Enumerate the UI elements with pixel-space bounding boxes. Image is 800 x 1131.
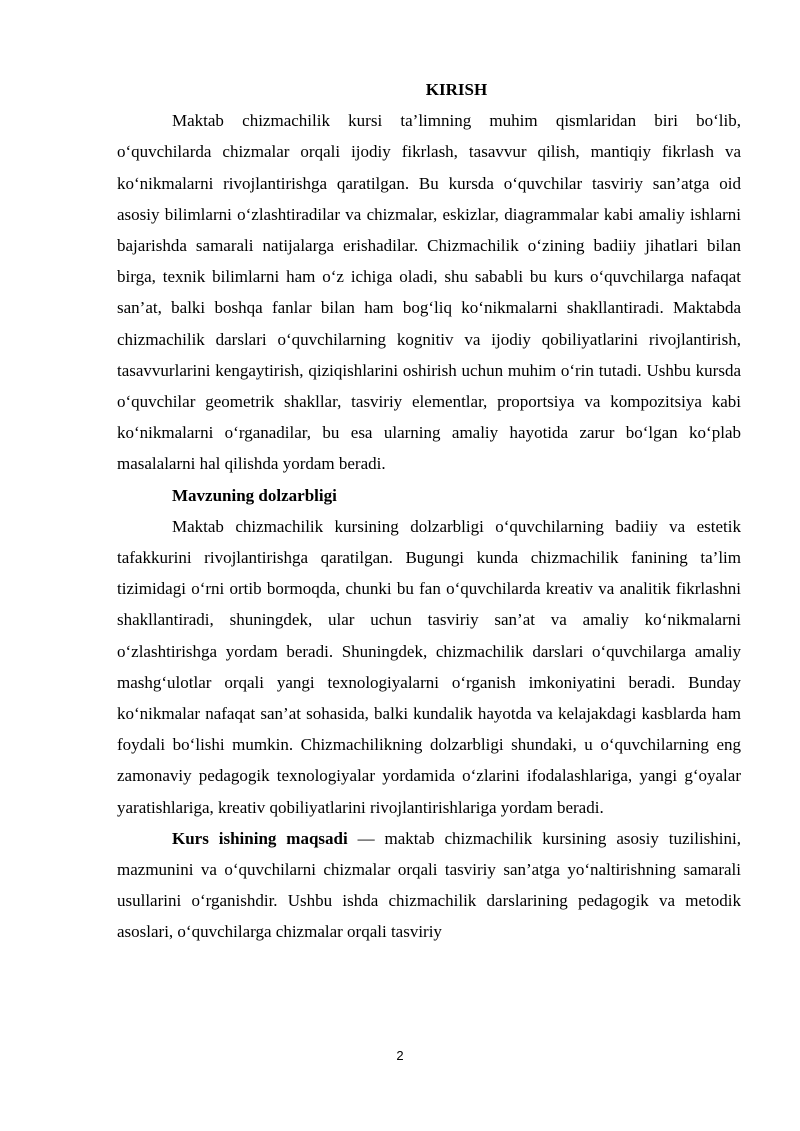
document-title: KIRISH (425, 80, 488, 99)
document-page (117, 74, 741, 948)
page-number: 2 (396, 1048, 404, 1063)
intro-paragraph: Maktab chizmachilik kursi ta’limning muhim qismlaridan biri bo‘lib, o‘quvchilarda chizmalar orqali ijodiy fikrlash, tasavvur qilish, mantiqiy fikrlash va ko‘nikmalarni rivojlantirishga qaratilgan. Bu kursda o‘quvchilar tasviriy san’atga oid asosiy bilimlarni o‘zlashtiradilar va chizmalar, eskizlar, diagrammalar kabi amaliy ishlarni bajarishda samarali natijalarga erishadilar. Chizmachilik o‘zining badiiy jihatlari bilan birga, texnik bilimlarni ham o‘z ichiga oladi, shu sababli bu kurs o‘quvchilarga nafaqat san’at, balki boshqa fanlar bilan ham bog‘liq ko‘nikmalarni shakllantiradi. Maktabda chizmachilik darslari o‘quvchilarning kognitiv va ijodiy qobiliyatlarini rivojlantirish, tasavvurlarini kengaytirish, qiziqishlarini oshirish uchun muhim o‘rin tutadi. Ushbu kursda o‘quvchilar geometrik shakllar, tasviriy elementlar, proportsiya va kompozitsiya kabi ko‘nikmalarni o‘rganadilar, bu esa ularning amaliy hayotida zarur bo‘lgan ko‘plab masalalarni hal qilishda yordam beradi. (117, 111, 741, 474)
relevance-paragraph: Maktab chizmachilik kursining dolzarbligi o‘quvchilarning badiiy va estetik tafakkurini rivojlantirishga qaratilgan. Bugungi kunda chizmachilik fanining ta’lim tizimidagi o‘rni ortib bormoqda, chunki bu fan o‘quvchilarda kreativ va analitik fikrlashni shakllantiradi, shuningdek, ular uchun tasviriy san’at va amaliy ko‘nikmalarni o‘zlashtirishga yordam beradi. Shuningdek, chizmachilik darslari o‘quvchilarga amaliy mashg‘ulotlar orqali yangi texnologiyalarni o‘rganish imkoniyatini beradi. Bunday ko‘nikmalar nafaqat san’at sohasida, balki kundalik hayotda va kelajakdagi kasblarda ham foydali bo‘lishi mumkin. Chizmachilikning dolzarbligi shundaki, u o‘quvchilarning eng zamonaviy pedagogik texnologiyalar yordamida o‘zlarini ifodalashlariga, yangi g‘oyalar yaratishlariga, kreativ qobiliyatlarini rivojlantirishlariga yordam beradi. (117, 516, 741, 817)
section-heading: Mavzuning dolzarbligi (172, 485, 337, 505)
goal-paragraph (117, 823, 741, 948)
goal-lead: Kurs ishining maqsadi (172, 828, 348, 848)
goal-text: — maktab chizmachilik kursining asosiy tuzilishini, mazmunini va o‘quvchilarni chizmalar orqali tasviriy san’atga yo‘naltirishning samarali usullarini o‘rganishdir. Ushbu ishda chizmachilik darslarining pedagogik va metodik asoslari, o‘quvchilarga chizmalar orqali tasviriy (117, 828, 741, 942)
